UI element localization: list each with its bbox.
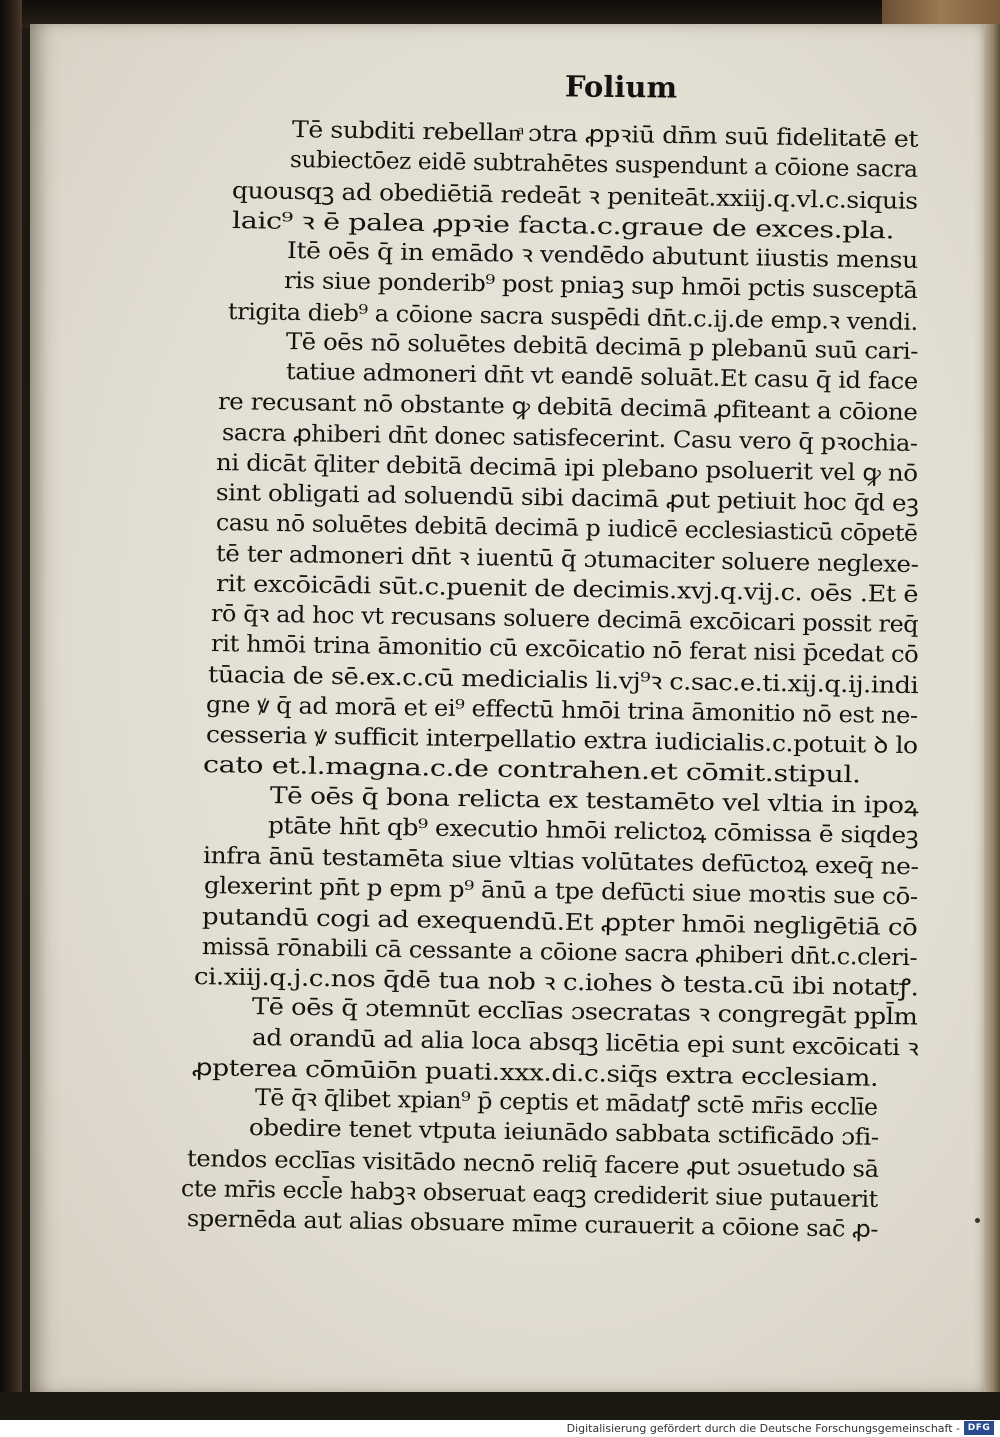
- text-line: sint obligati ad soluendū sibi dacimā ꝓut petiuit hoc q̄d eꝫ: [215, 480, 919, 518]
- page-speck: [975, 1218, 980, 1223]
- book-spine-shadow: [0, 0, 22, 1437]
- text-line: Tē oēs nō soluētes debitā decimā p plebanū suū cari-: [285, 328, 919, 365]
- text-line: cesseria ꝟ sufficit interpellatio extra iudicialis.c.potuit ꝺ lo: [205, 722, 918, 760]
- text-line: ad orandū ad alia loca absqꝫ licētia epi sunt excōicati ꝛ: [251, 1024, 919, 1061]
- text-line: laic⁹ ꝛ ē palea ꝓpꝛie facta.c.graue de exces.pla.: [231, 207, 895, 245]
- text-line: putandū cogi ad exequendū.Et ꝓpter hmōi negligētiā cō: [201, 903, 918, 941]
- text-line: tendos ecclīas visitādo necnō reliq̄ facere ꝓut ɔsuetudo sā: [186, 1145, 879, 1183]
- page-fore-edge: [984, 24, 1000, 1392]
- folio-heading: Folium: [564, 69, 678, 105]
- text-line: ꝓpterea cōmūiōn puati.xxx.di.c.siq̄s extra ecclesiam.: [191, 1054, 879, 1092]
- digitization-credit: Digitalisierung gefördert durch die Deutsche Forschungsgemeinschaft -: [566, 1422, 960, 1435]
- book-board-edge: [882, 0, 1000, 26]
- text-line: cte mr̄is eccl̄e habꝫꝛ obseruat eaqꝫ crediderit siue putauerit: [180, 1175, 878, 1213]
- text-line: rō q̄ꝛ ad hoc vt recusans soluere decimā excōicari possit req̄: [210, 601, 919, 639]
- text-line: re recusant nō obstante ꝙ debitā decimā ꝓfiteant a cōione: [217, 389, 918, 427]
- text-line: quousqꝫ ad obediētiā redeāt ꝛ peniteāt.xxiij.q.vl.c.siquis: [231, 177, 918, 215]
- text-line: ptāte hn̄t qb⁹ executio hmōi relictoꝝ cōmissa ē siqdeꝫ: [267, 812, 919, 849]
- text-line: missā rōnabili cā cessante a cōione sacra ꝓhiberi dn̄t.c.cleri-: [201, 933, 918, 971]
- text-line: rit excōicādi sūt.c.puenit de decimis.xvj.q.vij.c. oēs .Et ē: [215, 570, 919, 608]
- text-line: gne ꝟ q̄ ad morā et ei⁹ effectū hmōi trina āmonitio nō est ne-: [205, 691, 918, 729]
- text-line: Tē oēs q̄ bona relicta ex testamēto vel vltia in ipoꝝ: [269, 782, 919, 819]
- text-line: glexerint pn̄t p epm p⁹ ānū a tpe defūcti siue moꝛtis sue cō-: [203, 873, 918, 911]
- text-line: ris siue ponderib⁹ post pniaꝫ sup hmōi pctis susceptā: [283, 268, 918, 305]
- text-line: Itē oēs q̄ in emādo ꝛ vendēdo abutunt iiustis mensu: [286, 238, 918, 274]
- text-line: casu nō soluētes debitā decimā p iudicē ecclesiasticū cōpetē: [215, 510, 918, 548]
- text-line: spernēda aut alias obsuare mīme curauerit a cōione sac̄ ꝓ-: [186, 1206, 879, 1243]
- text-line: Tē oēs q̄ ɔtemnūt ecclīas ɔsecratas ꝛ congregāt ppl̄m: [251, 994, 918, 1031]
- text-line: rit hmōi trina āmonitio cū excōicatio nō ferat nisi p̄cedat cō: [210, 631, 919, 669]
- dfg-logo: DFG: [964, 1421, 994, 1435]
- text-line: cato et.l.magna.c.de contrahen.et cōmit.stipul.: [202, 752, 861, 789]
- text-line: obedire tenet vtputa ieiunādo sabbata sctificādo ɔfi-: [248, 1115, 879, 1152]
- text-line: infra ānū testamēta siue vltias volūtates defūctoꝝ exeq̄ ne-: [202, 843, 919, 881]
- text-line: ni dicāt q̄liter debitā decimā ipi plebano psoluerit vel ꝙ nō: [215, 449, 918, 487]
- text-line: subiectōez eidē subtrahētes suspendunt a cōione sacra: [289, 147, 918, 184]
- text-line: tatiue admoneri dn̄t vt eandē soluāt.Et casu q̄ id face: [285, 359, 918, 395]
- text-line: Tē q̄ꝛ q̄libet xpian⁹ p̄ ceptis et mādatꝭ sctē mr̄is ecclīe: [254, 1085, 878, 1121]
- scan-bottom-margin: [0, 1392, 1000, 1420]
- text-line: Tē subditi rebellanͣ ɔtra ꝓpꝛiū dn̄m suū fidelitatē et: [291, 117, 919, 153]
- text-line: trigita dieb⁹ a cōione sacra suspēdi dn̄t.c.ij.de emp.ꝛ vendi.: [227, 298, 918, 336]
- text-line: ci.xiij.q.j.c.nos q̄dē tua nob ꝛ c.iohes ꝺ testa.cū ibi notatꝭ.: [193, 964, 919, 1002]
- text-line: tūacia de sē.ex.c.cū medicialis li.vj⁹ꝛ c.sac.e.ti.xij.q.ij.indi: [207, 661, 919, 699]
- text-line: sacra ꝓhiberi dn̄t donec satisfecerint. Casu vero q̄ pꝛochia-: [221, 419, 918, 457]
- text-line: tē ter admoneri dn̄t ꝛ iuentū q̄ ɔtumaciter soluere neglexe-: [215, 540, 919, 578]
